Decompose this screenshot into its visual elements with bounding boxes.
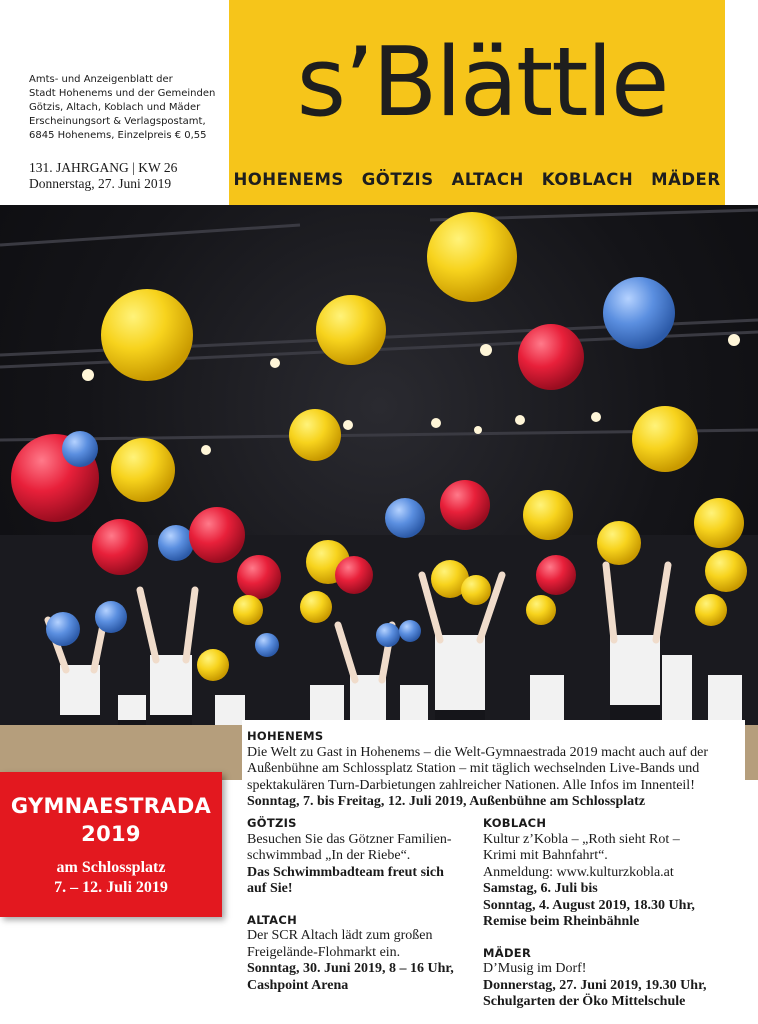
- publication-info: [29, 73, 229, 143]
- issue-volume: 131. JAHRGANG | KW 26: [29, 160, 178, 175]
- town-hohenems: HOHENEMS: [233, 170, 344, 189]
- left-column: [247, 815, 472, 994]
- section-text: Krimi mit Bahnfahrt“.: [483, 848, 608, 863]
- section-location: Cashpoint Arena: [247, 977, 349, 993]
- section-date: Samstag, 6. Juli bis: [483, 881, 598, 896]
- publication-info-line: Götzis, Altach, Koblach und Mäder: [29, 102, 201, 113]
- right-column: [483, 815, 745, 1011]
- event-badge: [0, 772, 222, 917]
- section-date: Sonntag, 30. Juni 2019, 8 – 16 Uhr,: [247, 961, 454, 976]
- section-text: Besuchen Sie das Götzner Familien-: [247, 831, 452, 847]
- section-maeder: [483, 945, 745, 1011]
- section-text: Die Welt zu Gast in Hohenems – die Welt-Gymnaestrada 2019 macht auch auf der Außenbühne am Schlossplatz Station – mit täglich wechselnden Live-Bands und spektakulären Turn-Darbietungen zahlreicher Nationen. Alle Infos im Innenteil!: [247, 744, 709, 793]
- section-text: Freigelände-Flohmarkt ein.: [247, 944, 401, 960]
- badge-dates: 7. – 12. Juli 2019: [54, 879, 168, 896]
- cover-photo: [0, 205, 758, 780]
- section-heading: KOBLACH: [483, 816, 547, 830]
- publication-info-line: Amts- und Anzeigenblatt der: [29, 74, 173, 85]
- section-date: Sonntag, 4. August 2019, 18.30 Uhr,: [483, 897, 695, 913]
- section-heading: MÄDER: [483, 945, 532, 960]
- event-info-box: [242, 720, 745, 1009]
- section-text: D’Musig im Dorf!: [483, 961, 587, 976]
- publication-info-line: Stadt Hohenems und der Gemeinden: [29, 88, 216, 99]
- section-text: Kultur z’Kobla – „Roth sieht Rot –: [483, 831, 680, 847]
- section-text: Anmeldung: www.kulturzkobla.at: [483, 864, 674, 880]
- section-hohenems: [247, 728, 742, 811]
- section-heading: HOHENEMS: [247, 729, 324, 743]
- section-heading: GÖTZIS: [247, 816, 297, 830]
- section-location: Remise beim Rheinbähnle: [483, 914, 640, 929]
- badge-location: am Schlossplatz: [56, 859, 166, 876]
- town-koblach: KOBLACH: [541, 170, 634, 189]
- badge-title: GYMNAESTRADA: [10, 794, 212, 818]
- town-goetzis: GÖTZIS: [361, 170, 434, 189]
- section-date: Donnerstag, 27. Juni 2019, 19.30 Uhr,: [483, 977, 707, 993]
- masthead: [229, 0, 725, 216]
- town-altach: ALTACH: [451, 170, 524, 189]
- section-goetzis: [247, 815, 472, 898]
- section-text: Der SCR Altach lädt zum großen: [247, 928, 433, 943]
- badge-year: 2019: [81, 822, 141, 846]
- town-maeder: MÄDER: [651, 170, 721, 189]
- publication-info-line: Erscheinungsort & Verlagspostamt,: [29, 116, 206, 127]
- section-text: schwimmbad „In der Riebe“.: [247, 848, 411, 863]
- issue-date: Donnerstag, 27. Juni 2019: [29, 176, 172, 191]
- section-highlight: Das Schwimmbadteam freut sich: [247, 864, 444, 880]
- section-altach: [247, 912, 472, 995]
- issue-info: [29, 160, 177, 192]
- masthead-title: s’Blättle: [296, 28, 668, 138]
- section-date: Sonntag, 7. bis Freitag, 12. Juli 2019, Außenbühne am Schlossplatz: [247, 794, 646, 809]
- section-highlight: auf Sie!: [247, 881, 293, 896]
- section-location: Schulgarten der Öko Mittelschule: [483, 994, 686, 1009]
- cover-photo-illustration: [0, 205, 758, 780]
- section-heading: ALTACH: [247, 912, 298, 927]
- masthead-towns: [229, 170, 725, 189]
- section-koblach: [483, 815, 745, 931]
- publication-info-line: 6845 Hohenems, Einzelpreis € 0,55: [29, 130, 207, 141]
